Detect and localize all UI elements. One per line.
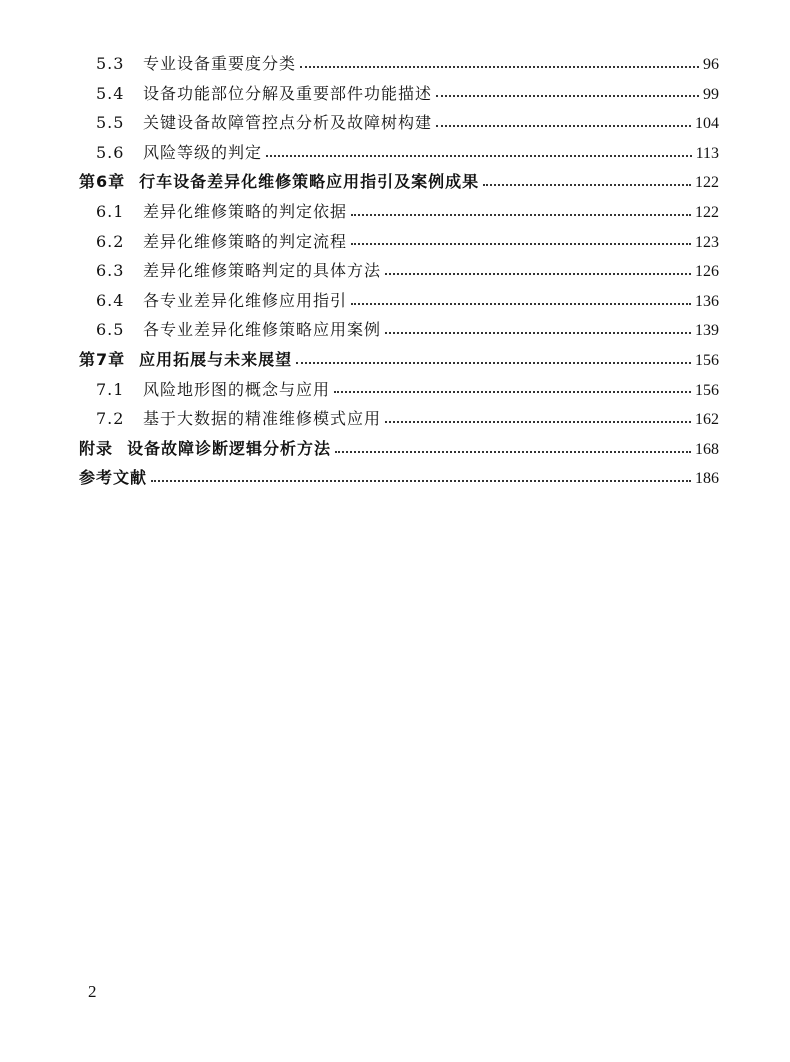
toc-entry-page: 156 (695, 351, 719, 369)
toc-entry-title: 基于大数据的精准维修模式应用 (143, 409, 382, 429)
toc-entry-page: 156 (695, 381, 719, 399)
toc-chapter-number: 第6章 (79, 172, 126, 192)
toc-entry-page: 168 (695, 440, 719, 458)
toc-chapter-title: 参考文献 (79, 468, 148, 488)
toc-entry-page: 123 (695, 233, 719, 251)
toc-entry-number: 7.1 (96, 379, 125, 399)
toc-entry-title: 差异化维修策略的判定依据 (143, 201, 348, 221)
toc-entry-chapter-6[interactable] (79, 167, 719, 197)
dot-leader (296, 352, 691, 368)
dot-leader (335, 441, 691, 457)
dot-leader (266, 145, 692, 161)
toc-entry-number: 6.5 (96, 320, 125, 340)
toc-entry-title: 各专业差异化维修应用指引 (143, 290, 348, 310)
dot-leader (436, 115, 691, 131)
toc-entry-page: 139 (695, 322, 719, 340)
toc-entry-title: 设备功能部位分解及重要部件功能描述 (143, 83, 433, 103)
toc-entry-title: 差异化维修策略判定的具体方法 (143, 261, 382, 281)
toc-chapter-number: 附录 (79, 438, 114, 458)
toc-chapter-number: 第7章 (79, 349, 126, 369)
toc-entry-page: 99 (703, 85, 719, 103)
toc-entry-number: 7.2 (96, 409, 125, 429)
toc-entry-page: 96 (703, 56, 719, 73)
dot-leader (151, 470, 691, 486)
toc-entry-number: 6.4 (96, 290, 125, 310)
toc-entry-references[interactable] (79, 463, 719, 493)
toc-entry-6-5[interactable] (79, 315, 719, 345)
toc-entry-number: 5.4 (96, 83, 125, 103)
dot-leader (351, 293, 691, 309)
toc-entry-chapter-7[interactable] (79, 345, 719, 375)
toc-entry-5-4[interactable] (79, 79, 719, 109)
toc-entry-page: 136 (695, 292, 719, 310)
toc-entry-appendix[interactable] (79, 434, 719, 464)
toc-entry-6-3[interactable] (79, 256, 719, 286)
dot-leader (385, 263, 691, 279)
toc-entry-title: 专业设备重要度分类 (143, 54, 297, 73)
toc-entry-title: 关键设备故障管控点分析及故障树构建 (143, 113, 433, 133)
toc-entry-page: 113 (695, 144, 719, 162)
toc-entry-page: 104 (695, 115, 719, 133)
dot-leader (351, 233, 691, 249)
toc-entry-page: 126 (695, 263, 719, 281)
dot-leader (483, 174, 691, 190)
dot-leader (351, 204, 691, 220)
toc-entry-5-5[interactable] (79, 108, 719, 138)
toc-entry-number: 6.2 (96, 231, 125, 251)
dot-leader (385, 322, 691, 338)
toc-entry-page: 122 (695, 203, 719, 221)
toc-entry-page: 162 (695, 411, 719, 429)
toc-entry-7-2[interactable] (79, 404, 719, 434)
toc-entry-page: 186 (695, 470, 719, 488)
dot-leader (385, 411, 691, 427)
toc-entry-title: 各专业差异化维修策略应用案例 (143, 320, 382, 340)
toc-entry-number: 6.1 (96, 201, 125, 221)
table-of-contents (79, 49, 719, 493)
toc-entry-title: 差异化维修策略的判定流程 (143, 231, 348, 251)
toc-entry-number: 6.3 (96, 261, 125, 281)
toc-chapter-title: 设备故障诊断逻辑分析方法 (127, 438, 332, 458)
toc-entry-6-1[interactable] (79, 197, 719, 227)
dot-leader (300, 56, 699, 72)
toc-entry-5-6[interactable] (79, 138, 719, 168)
toc-entry-title: 风险地形图的概念与应用 (143, 379, 331, 399)
toc-entry-title: 风险等级的判定 (143, 142, 263, 162)
toc-entry-6-2[interactable] (79, 227, 719, 257)
toc-chapter-title: 行车设备差异化维修策略应用指引及案例成果 (139, 172, 480, 192)
toc-entry-7-1[interactable] (79, 375, 719, 405)
toc-chapter-title: 应用拓展与未来展望 (139, 349, 293, 369)
toc-entry-number: 5.5 (96, 113, 125, 133)
page-number: 2 (88, 982, 97, 1001)
toc-entry-page: 122 (695, 174, 719, 192)
toc-entry-6-4[interactable] (79, 286, 719, 316)
toc-entry-number: 5.3 (96, 54, 125, 73)
dot-leader (436, 85, 699, 101)
toc-entry-number: 5.6 (96, 142, 125, 162)
toc-entry-5-3[interactable] (79, 49, 719, 79)
dot-leader (334, 381, 691, 397)
